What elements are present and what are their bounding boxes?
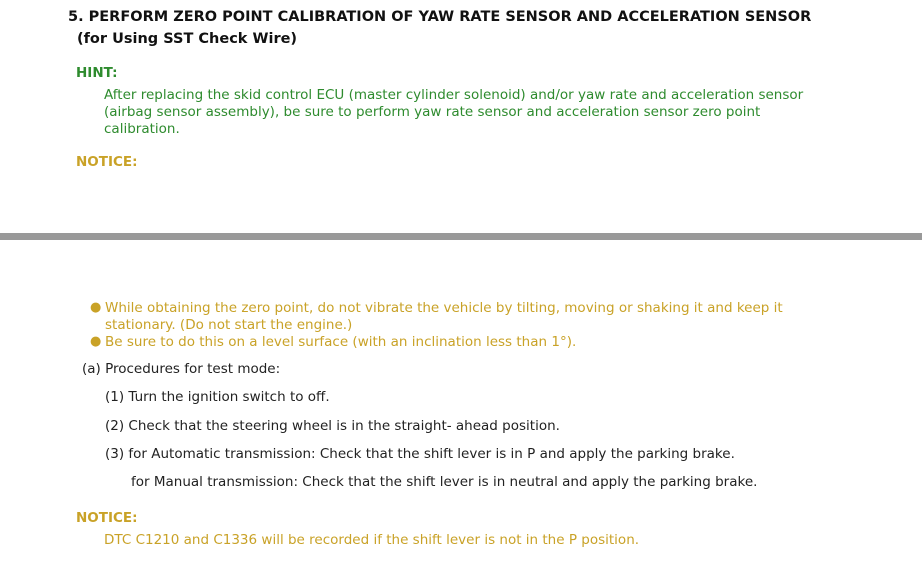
hint-text-line3: calibration. (104, 121, 180, 137)
procedure-step-2: (2) Check that the steering wheel is in the straight- ahead position. (105, 418, 560, 434)
section-title-line2: (for Using SST Check Wire) (77, 31, 298, 47)
hint-text-line1: After replacing the skid control ECU (master cylinder solenoid) and/or yaw rate and acceleration sensor (104, 87, 804, 103)
procedure-step-1: (1) Turn the ignition switch to off. (105, 389, 330, 405)
section-divider (0, 233, 922, 240)
procedures-heading: (a) Procedures for test mode: (82, 361, 281, 377)
hint-label: HINT: (76, 65, 118, 81)
bullet-item1-line1: While obtaining the zero point, do not vibrate the vehicle by tilting, moving or shaking it and keep it (105, 300, 783, 316)
bullet-dot-1: ● (90, 300, 102, 315)
notice-label-2: NOTICE: (76, 510, 138, 526)
section-title-line1: 5. PERFORM ZERO POINT CALIBRATION OF YAW RATE SENSOR AND ACCELERATION SENSOR (68, 9, 812, 25)
bullet-item2: Be sure to do this on a level surface (with an inclination less than 1°). (105, 334, 577, 350)
bullet-item1-line2: stationary. (Do not start the engine.) (105, 317, 353, 333)
notice-text-2: DTC C1210 and C1336 will be recorded if the shift lever is not in the P position. (104, 532, 640, 548)
procedure-step-3: (3) for Automatic transmission: Check that the shift lever is in P and apply the parking brake. (105, 446, 735, 462)
procedure-step-3-manual: for Manual transmission: Check that the shift lever is in neutral and apply the parking brake. (131, 474, 758, 490)
hint-text-line2: (airbag sensor assembly), be sure to perform yaw rate sensor and acceleration sensor zero point (104, 104, 761, 120)
notice-label-1: NOTICE: (76, 154, 138, 170)
bullet-dot-2: ● (90, 334, 102, 349)
